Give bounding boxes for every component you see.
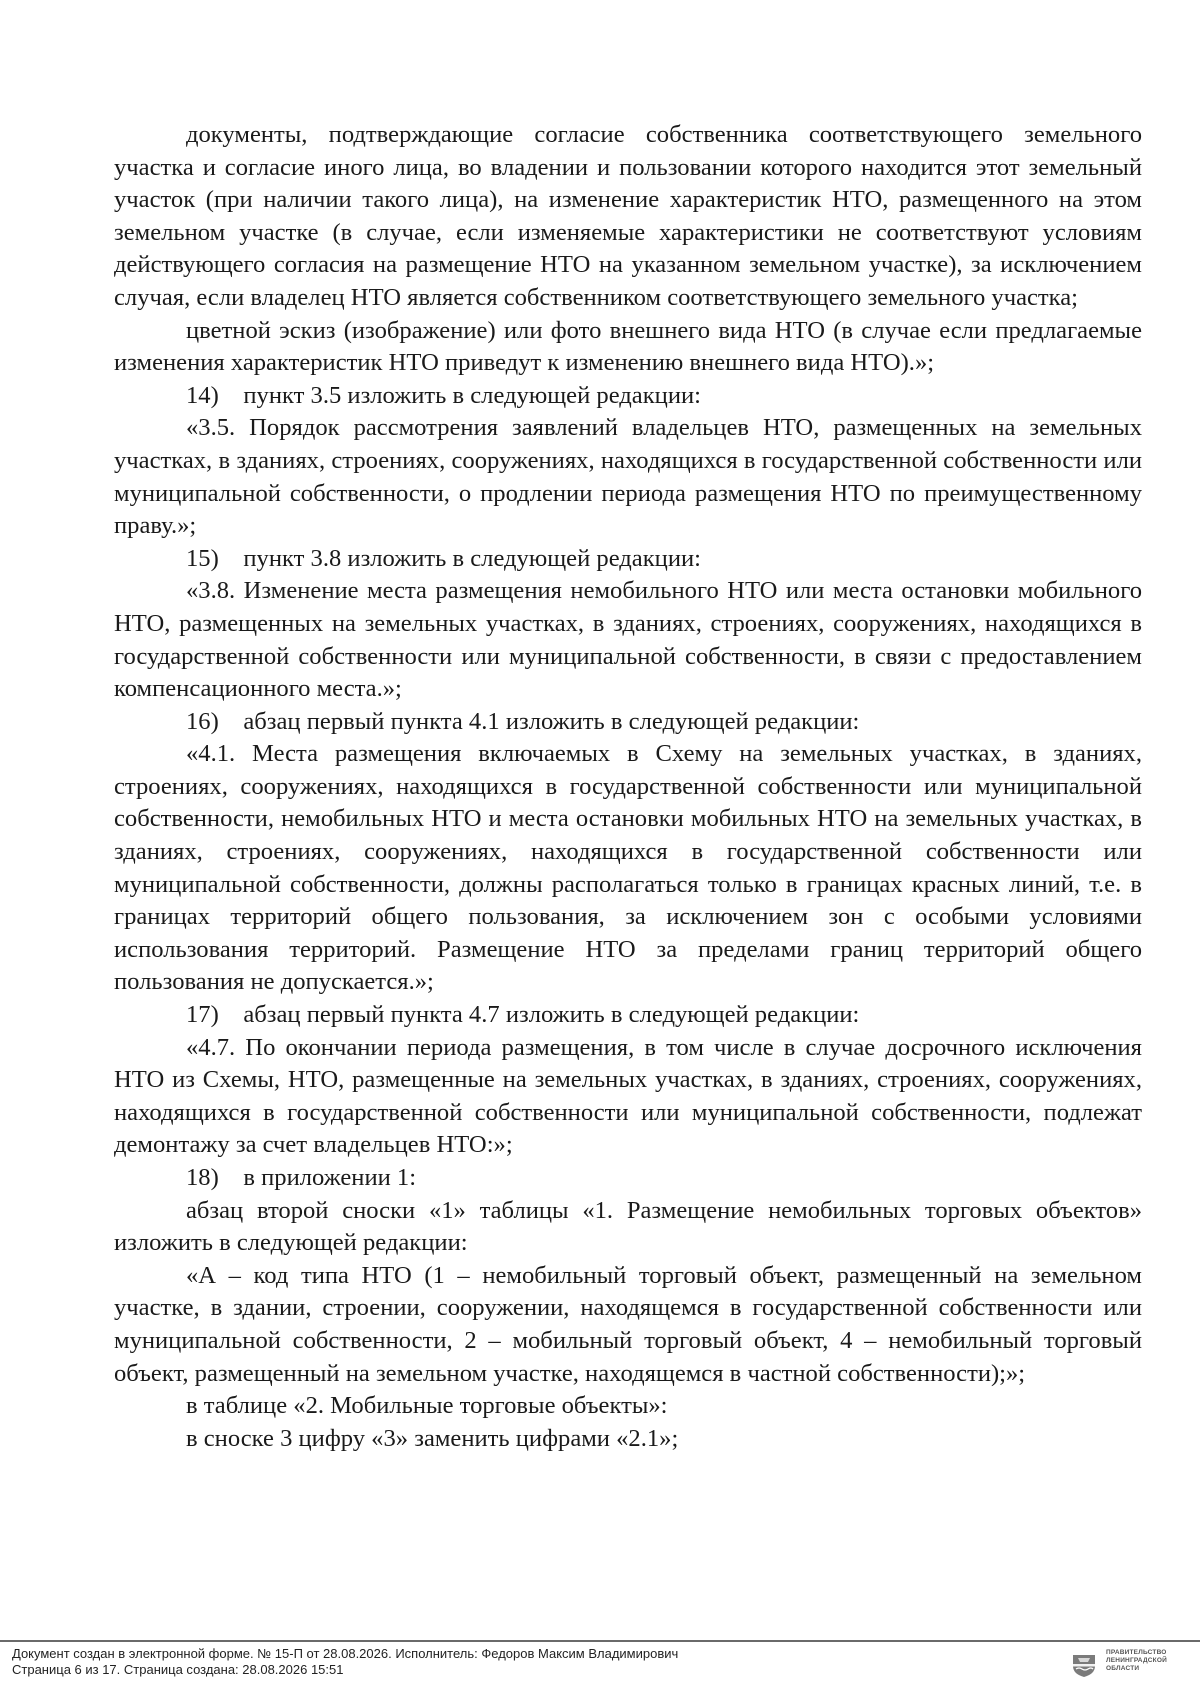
paragraph: «4.7. По окончании периода размещения, в том числе в случае досрочного исключения НТО из Схемы, НТО, размещенные на земельных участках, в зданиях, строениях, сооружениях, находящихся в государственной собственности или муниципальной собственности, подлежат демонтажу за счет владельцев НТО:»; — [114, 1033, 1142, 1159]
logo-line: ЛЕНИНГРАДСКОЙ — [1106, 1657, 1167, 1664]
paragraph: «3.8. Изменение места размещения немобильного НТО или места остановки мобильного НТО, размещенных на земельных участках, в зданиях, строениях, сооружениях, находящихся в государственной собственности или муниципальной собственности, в связи с предоставлением компенсационного места.»; — [114, 577, 1142, 703]
paragraph: «А – код типа НТО (1 – немобильный торговый объект, размещенный на земельном участке, в здании, строении, сооружении, находящемся в государственной собственности или муниципальной собственности, 2 – мобильный торговый объект, 4 – немобильный торговый объект, размещенный на земельном участке, находящемся в частной собственности);»; — [114, 1261, 1142, 1387]
list-item-18: 18) в приложении 1: — [186, 1164, 417, 1191]
paragraph: в сноске 3 цифру «3» заменить цифрами «2.1»; — [186, 1424, 679, 1452]
paragraph: «3.5. Порядок рассмотрения заявлений владельцев НТО, размещенных на земельных участках, в зданиях, строениях, сооружениях, находящихся в государственной собственности или муниципальной собственности, о продлении периода размещения НТО по преимущественному праву.»; — [114, 414, 1142, 540]
list-item-14: 14) пункт 3.5 изложить в следующей редакции: — [186, 381, 701, 409]
document-body — [114, 119, 1142, 1455]
logo-line: ПРАВИТЕЛЬСТВО — [1106, 1649, 1167, 1656]
coat-of-arms-icon — [1070, 1652, 1098, 1678]
list-item-17: 17) абзац первый пункта 4.7 изложить в следующей редакции: — [186, 1001, 860, 1029]
paragraph: «4.1. Места размещения включаемых в Схему на земельных участках, в зданиях, строениях, сооружениях, находящихся в государственной собственности или муниципальной собственности, немобильных НТО и места остановки мобильных НТО на земельных участках, в зданиях, строениях, сооружениях, находящихся в государственной собственности или муниципальной собственности, должны располагаться только в границах красных линий, т.е. в границах территорий общего пользования, за исключением зон с особыми условиями использования территорий. Размещение НТО за пределами границ территорий общего пользования не допускается.»; — [114, 740, 1142, 996]
footer-document-info: Документ создан в электронной форме. № 15-П от 28.08.2026. Исполнитель: Федоров Максим Владимирович — [12, 1646, 679, 1661]
government-logo — [1068, 1648, 1196, 1688]
logo-caption — [1106, 1649, 1196, 1673]
list-item-15: 15) пункт 3.8 изложить в следующей редакции: — [186, 544, 701, 572]
list-item-16: 16) абзац первый пункта 4.1 изложить в следующей редакции: — [186, 707, 860, 735]
paragraph: цветной эскиз (изображение) или фото внешнего вида НТО (в случае если предлагаемые изменения характеристик НТО приведут к изменению внешнего вида НТО).»; — [114, 316, 1142, 377]
footer-divider — [0, 1640, 1200, 1642]
paragraph: абзац второй сноски «1» таблицы «1. Размещение немобильных торговых объектов» изложить в следующей редакции: — [114, 1196, 1142, 1257]
logo-line: ОБЛАСТИ — [1106, 1665, 1140, 1672]
footer-page-info: Страница 6 из 17. Страница создана: 28.08.2026 15:51 — [12, 1662, 344, 1677]
paragraph: в таблице «2. Мобильные торговые объекты»: — [186, 1392, 668, 1420]
footer — [12, 1646, 1052, 1678]
paragraph: документы, подтверждающие согласие собственника соответствующего земельного участка и согласие иного лица, во владении и пользовании которого находится этот земельный участок (при наличии такого лица), на изменение характеристик НТО, размещенного на этом земельном участке (в случае, если изменяемые характеристики не соответствуют условиям действующего согласия на размещение НТО на указанном земельном участке), за исключением случая, если владелец НТО является собственником соответствующего земельного участка; — [114, 121, 1142, 311]
